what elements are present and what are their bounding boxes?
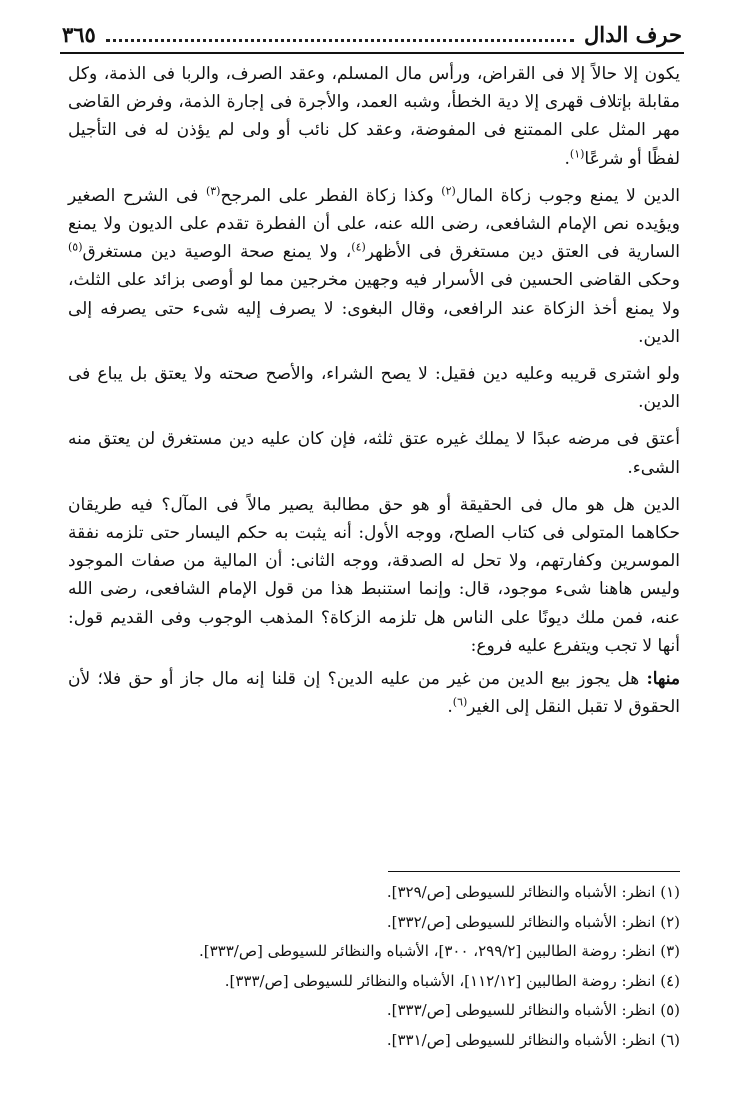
footnote-ref-5[interactable]: (٥) xyxy=(68,240,83,254)
footnote-1: (١) انظر: الأشباه والنظائر للسيوطى [ص/٣٢٩]. xyxy=(386,883,680,901)
footnotes xyxy=(200,878,680,1056)
paragraph-2-s5: وحكى القاضى الحسين فى الأسرار فيه وجهين مخرجين مما لو أوصى بزائد على الثلث، ولا يمنع أخذ الزكاة عند الرافعى، وقال البغوى: لا يصرف إليه شىء حتى يصرفه إلى الدين. xyxy=(68,270,680,347)
paragraph-3: ولو اشترى قريبه وعليه دين فقيل: لا يصح الشراء، والأصح صحته ولا يعتق بل يباع فى الدين. xyxy=(68,364,680,413)
paragraph-1-end: . xyxy=(564,148,570,169)
paragraph-2 xyxy=(68,182,680,351)
footnote-4: (٤) انظر: روضة الطالبين [١١٢/١٢]، الأشباه والنظائر للسيوطى [ص/٣٣٣]. xyxy=(224,971,680,990)
paragraph-2-s3: فى الشرح الصغير ويؤيده نص الإمام الشافعى، رضى الله عنه، على أن الفطرة تقدم على الديون ولا يمنع السارية فى العتق دين مستغرق فى الأظهر xyxy=(68,185,681,263)
paragraph-6-label: منها: xyxy=(646,669,680,690)
paragraph-6-text: هل يجوز بيع الدين من غير من عليه الدين؟ إن قلنا إنه مال جاز أو حق فلا؛ لأن الحقوق لا تقبل النقل إلى الغير xyxy=(68,669,680,718)
footnote-5: (٥) انظر: الأشباه والنظائر للسيوطى [ص/٣٣٣]. xyxy=(386,1001,680,1020)
paragraph-2-s2: وكذا زكاة الفطر على المرجح xyxy=(220,185,442,206)
main-text xyxy=(68,60,680,730)
section-title: حرف الدال xyxy=(584,21,682,47)
paragraph-6 xyxy=(68,665,680,721)
footnote-ref-2[interactable]: (٢) xyxy=(441,184,456,198)
footnote-6: (٦) انظر: الأشباه والنظائر للسيوطى [ص/٣٣١]. xyxy=(386,1030,680,1049)
page-number: ٣٦٥ xyxy=(62,21,96,47)
paragraph-4: أعتق فى مرضه عبدًا لا يملك غيره عتق ثلثه، فإن كان عليه دين مستغرق لن يعتق منه الشىء. xyxy=(68,429,680,478)
paragraph-2-s4: ، ولا يمنع صحة الوصية دين مستغرق xyxy=(82,242,352,263)
page-header xyxy=(62,14,682,54)
footnote-2: (٢) انظر: الأشباه والنظائر للسيوطى [ص/٣٣٢]. xyxy=(386,912,680,931)
paragraph-6-end: . xyxy=(447,697,453,718)
footnote-3: (٣) انظر: روضة الطالبين [٢٩٩/٢، ٣٠٠]، الأشباه والنظائر للسيوطى [ص/٣٣٣]. xyxy=(199,942,680,961)
footnote-separator xyxy=(388,871,680,872)
footnote-ref-3[interactable]: (٣) xyxy=(205,184,221,198)
paragraph-1-text: يكون إلا حالاً إلا فى القراض، ورأس مال المسلم، وعقد الصرف، والربا فى الذمة، وكل مقابلة بإتلاف قهرى إلا دية الخطأ، وشبه العمد، والأجرة فى إجارة الذمة، وفرض القاضى مهر المثل على الممتنع فى المفوضة، وعقد كل نائب أو ولى لم يؤذن له فى التأجيل لفظًا أو شرعًا xyxy=(68,64,680,169)
footnote-ref-4[interactable]: (٤) xyxy=(351,240,366,254)
paragraph-1 xyxy=(68,60,680,173)
paragraph-2-s1: الدين لا يمنع وجوب زكاة المال xyxy=(455,185,680,206)
header-rule xyxy=(60,52,684,54)
footnote-ref-1[interactable]: (١) xyxy=(569,146,585,160)
dotted-leader xyxy=(106,27,574,42)
footnote-ref-6[interactable]: (٦) xyxy=(452,695,468,709)
paragraph-5: الدين هل هو مال فى الحقيقة أو هو حق مطالبة يصير مالاً فى المآل؟ فيه طريقان حكاهما المتولى فى كتاب الصلح، ووجه الأول: أنه يثبت به حكم اليسار حتى تلزمه نفقة الموسرين وكفارتهم، ولا تحل له الصدقة، ووجه الثانى: أن المالية من صفات الموجود وليس هاهنا شىء موجود، قال: وإنما استنبط هذا من قول الإمام الشافعى، رضى الله عنه، فمن ملك ديونًا على الناس هل تلزمه الزكاة؟ المذهب الوجوب وفى القديم قول: أنها لا تجب ويتفرع عليه فروع: xyxy=(68,494,680,656)
